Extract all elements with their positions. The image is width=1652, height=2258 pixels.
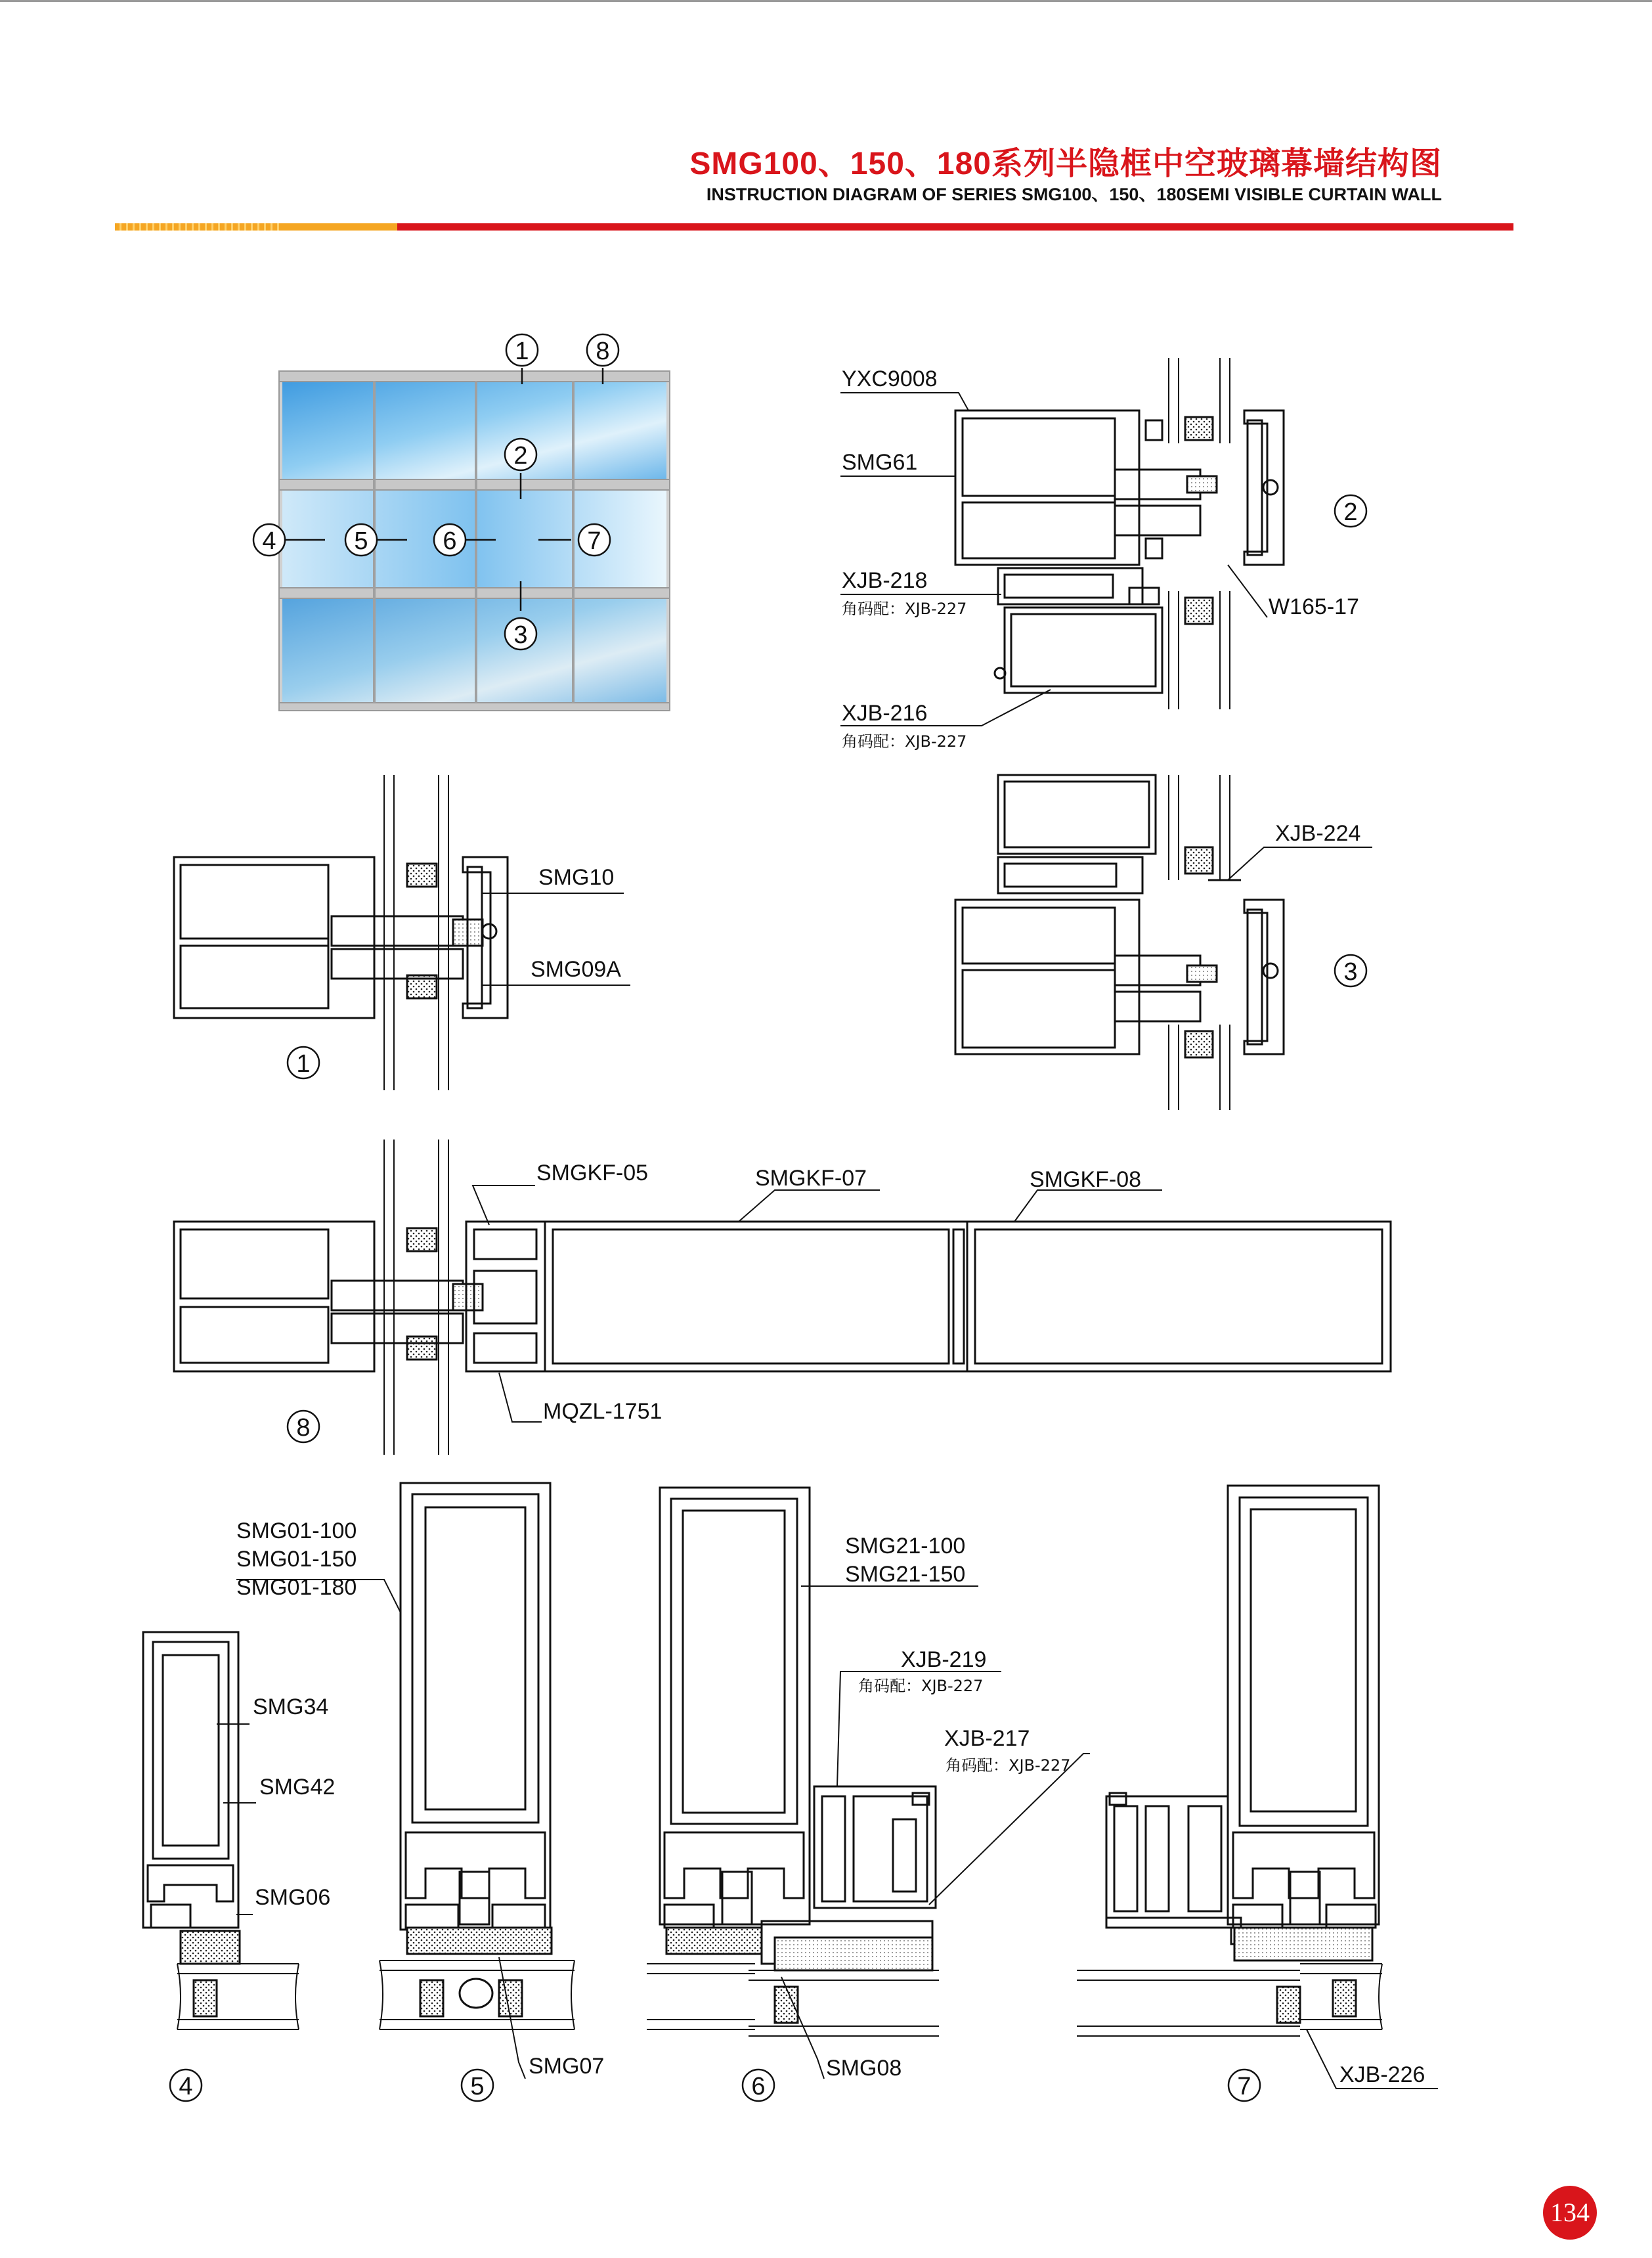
detail-7: [1077, 1486, 1438, 2089]
label-labels-smg10: SMG10: [538, 865, 615, 890]
label-labels-xjb218_note: 角码配：XJB-227: [842, 600, 967, 618]
label-markers-6: 7: [587, 527, 601, 555]
label-labels-smg01c: SMG01-180: [236, 1575, 357, 1600]
label-labels-smg01b: SMG01-150: [236, 1547, 357, 1572]
label-labels-xjb218: XJB-218: [842, 568, 928, 593]
label-labels-xjb219_note: 角码配：XJB-227: [858, 1677, 984, 1695]
label-d3-number: 3: [1343, 958, 1358, 986]
label-markers-0: 1: [515, 338, 529, 365]
detail-4: [143, 1632, 299, 2029]
label-d6-number: 6: [751, 2073, 766, 2100]
label-markers-3: 4: [262, 527, 276, 555]
label-labels-mqzl: MQZL-1751: [543, 1399, 663, 1424]
label-labels-yxc: YXC9008: [842, 366, 938, 391]
label-labels-xjb226: XJB-226: [1339, 2062, 1425, 2087]
label-markers-4: 5: [354, 527, 368, 555]
label-labels-smg34: SMG34: [253, 1694, 329, 1719]
label-labels-xjb217_note: 角码配：XJB-227: [946, 1756, 1071, 1775]
label-d7-number: 7: [1237, 2073, 1251, 2100]
label-labels-smg42: SMG42: [259, 1775, 336, 1800]
label-labels-smg21a: SMG21-100: [845, 1534, 966, 1559]
label-labels-xjb216_note: 角码配：XJB-227: [842, 732, 967, 751]
label-labels-smg01a: SMG01-100: [236, 1518, 357, 1543]
label-labels-smg06: SMG06: [255, 1885, 331, 1910]
label-labels-smg21b: SMG21-150: [845, 1562, 966, 1587]
label-labels-smg07: SMG07: [529, 2054, 605, 2079]
label-d1-number: 1: [296, 1050, 311, 1078]
label-labels-xjb216: XJB-216: [842, 701, 928, 726]
label-d5-number: 5: [470, 2073, 485, 2100]
label-labels-w165: W165-17: [1269, 594, 1359, 619]
label-labels-kf07: SMGKF-07: [755, 1166, 867, 1191]
label-d2-number: 2: [1343, 498, 1358, 526]
page-subtitle: INSTRUCTION DIAGRAM OF SERIES SMG100、150、180SEMI VISIBLE CURTAIN WALL: [706, 185, 1442, 204]
label-labels-xjb224: XJB-224: [1275, 821, 1361, 846]
page-number-badge: 134: [1543, 2186, 1597, 2240]
label-labels-kf05: SMGKF-05: [536, 1161, 649, 1185]
label-d4-number: 4: [179, 2073, 193, 2100]
label-labels-smg09a: SMG09A: [531, 957, 621, 982]
label-labels-smg08: SMG08: [826, 2056, 902, 2081]
label-labels-smg61: SMG61: [842, 450, 918, 475]
label-labels-kf08: SMGKF-08: [1030, 1167, 1142, 1192]
page-title: SMG100、150、180系列半隐框中空玻璃幕墙结构图: [689, 146, 1442, 181]
label-markers-1: 8: [596, 338, 610, 365]
label-markers-5: 6: [443, 527, 457, 555]
detail-2: [840, 358, 1284, 726]
elevation-view: [253, 334, 670, 711]
label-markers-2: 2: [513, 442, 528, 470]
label-d8-number: 8: [296, 1414, 311, 1442]
label-labels-xjb219: XJB-219: [901, 1647, 987, 1672]
detail-1: [174, 775, 630, 1090]
label-labels-xjb217: XJB-217: [944, 1726, 1030, 1751]
label-markers-7: 3: [513, 621, 528, 649]
